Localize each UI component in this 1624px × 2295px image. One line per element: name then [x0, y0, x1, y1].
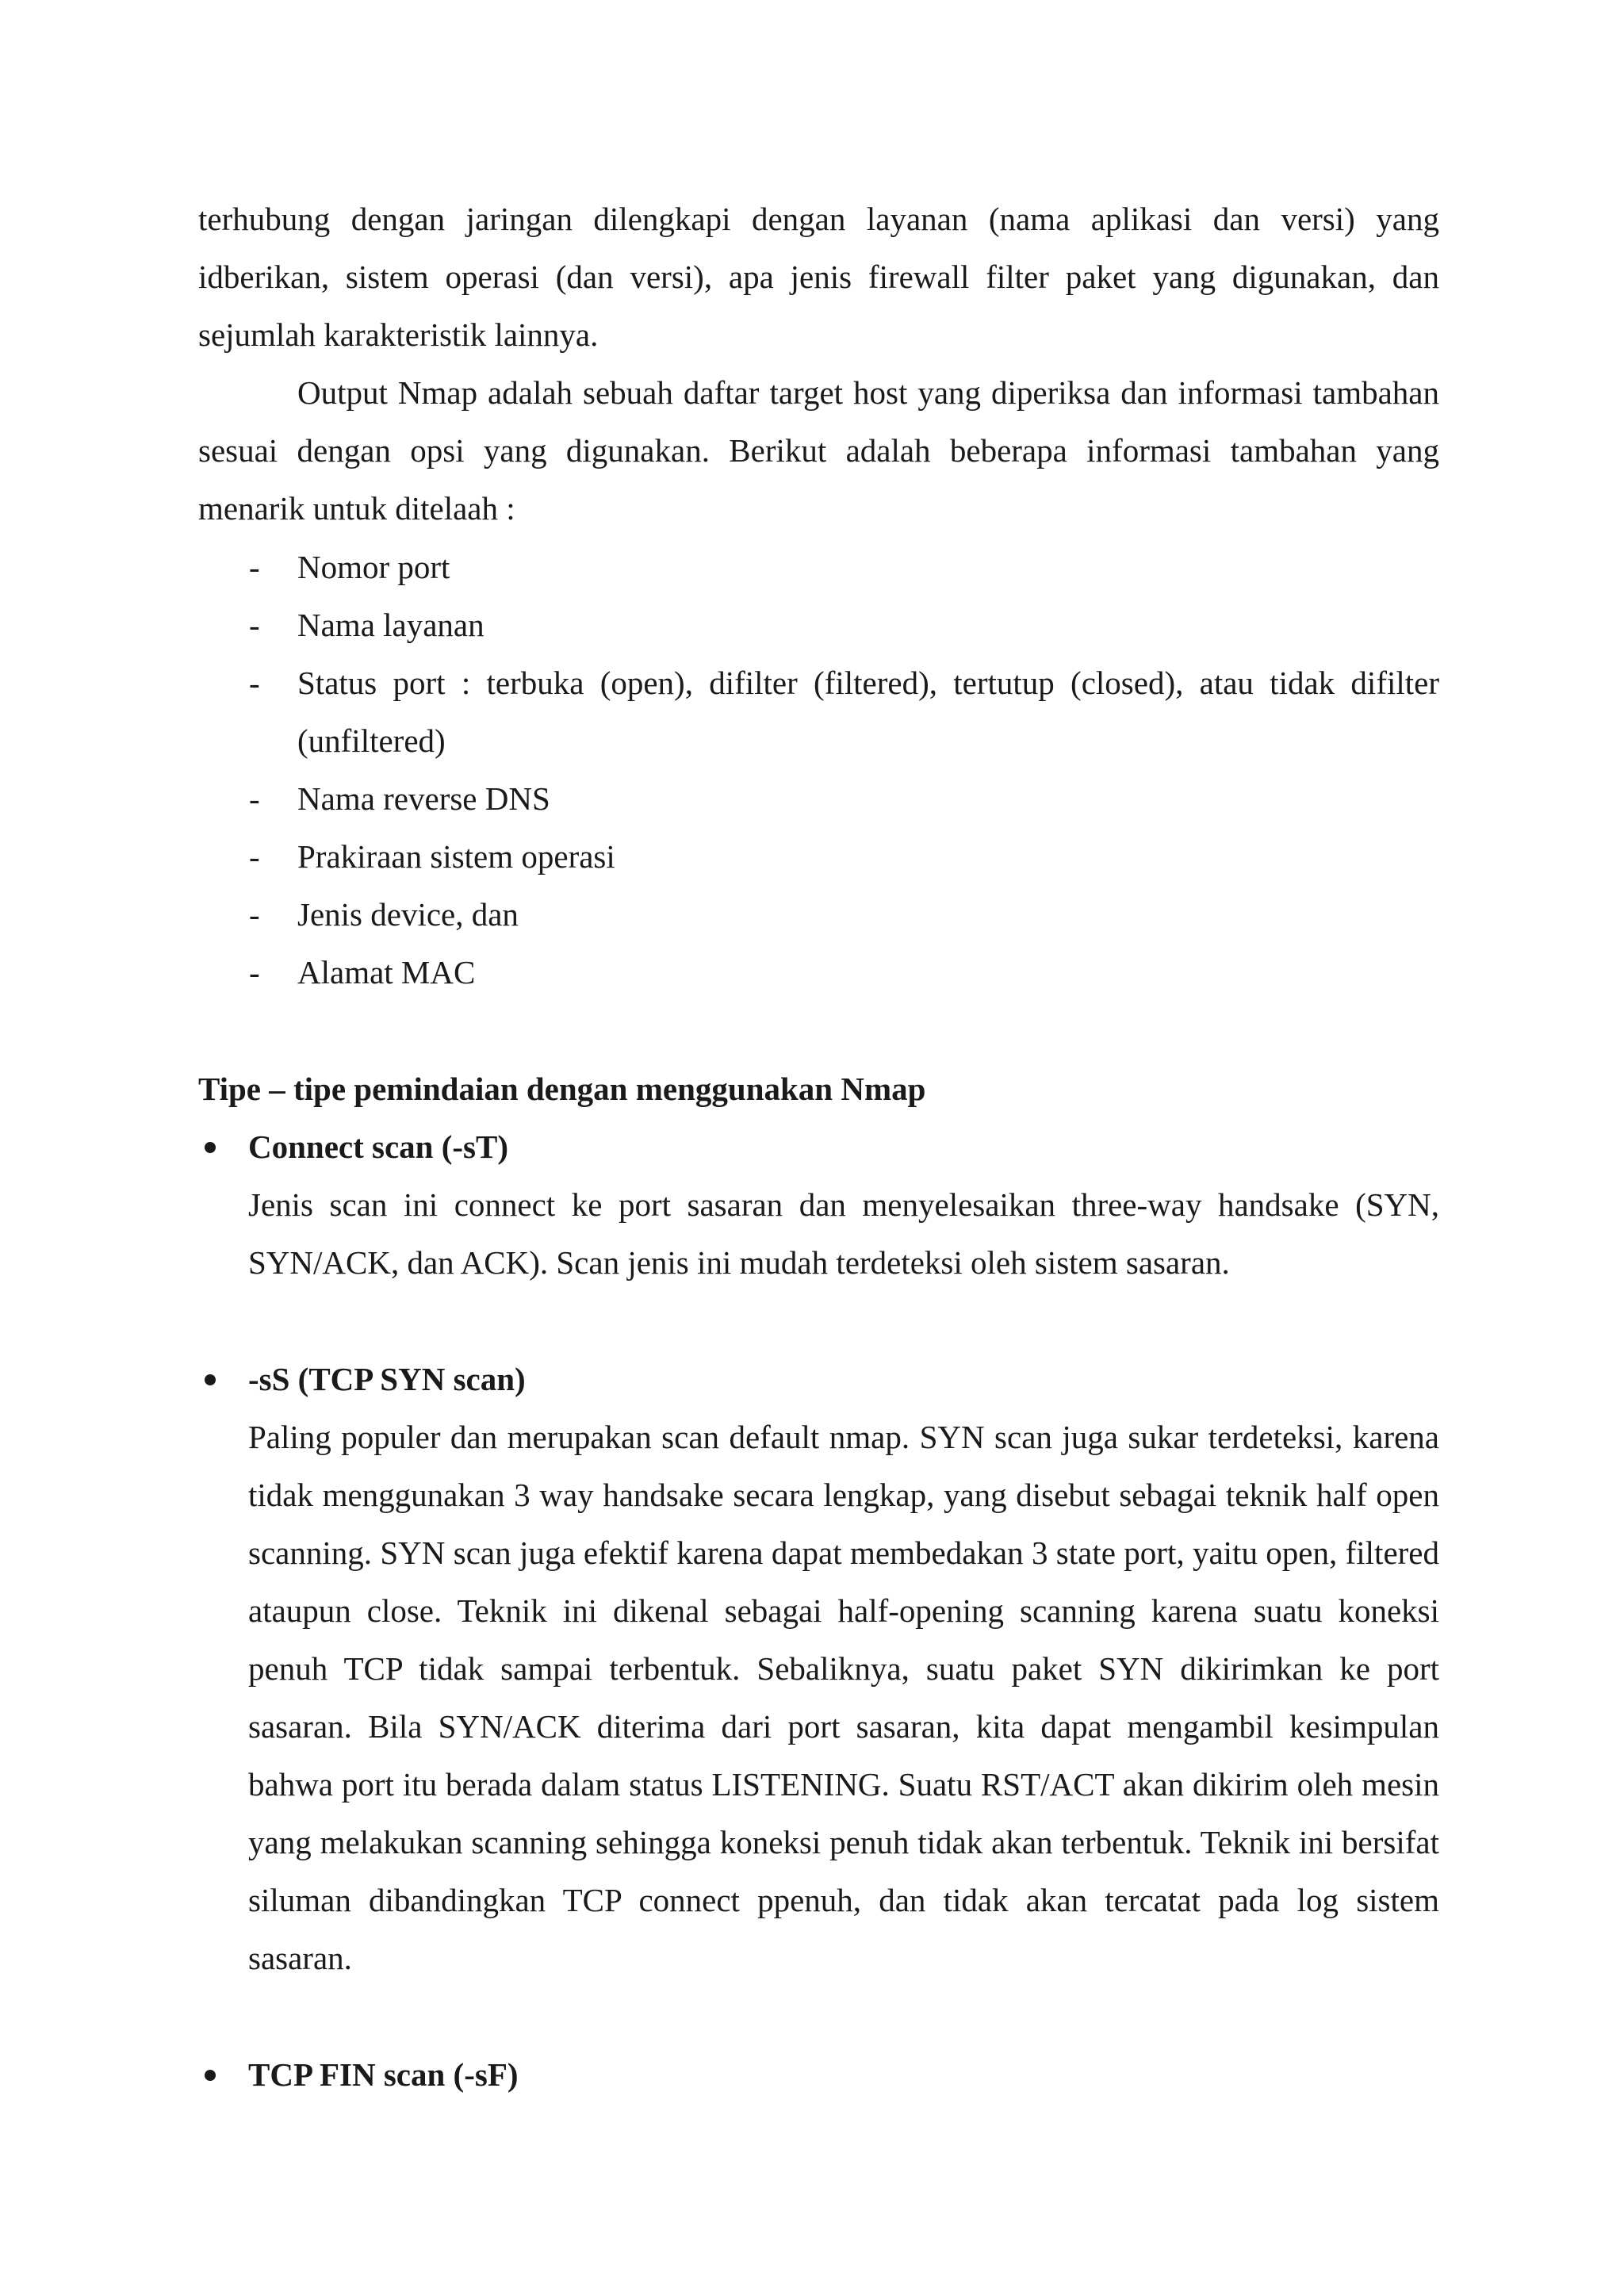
list-item — [198, 596, 1439, 654]
dash-marker: - — [249, 549, 260, 585]
list-item-text: Jenis device, dan — [297, 896, 519, 933]
dash-marker: - — [249, 607, 260, 643]
list-item — [198, 770, 1439, 828]
list-item-text: Status port : terbuka (open), difilter (filtered), tertutup (closed), atau tidak difilter (unfiltered) — [297, 665, 1439, 759]
intro-paragraph-1: terhubung dengan jaringan dilengkapi dengan layanan (nama aplikasi dan versi) yang idberikan, sistem operasi (dan versi), apa jenis firewall filter paket yang digunakan, dan sejumlah karakteristik lainnya. — [198, 201, 1439, 353]
list-item-text: Alamat MAC — [297, 954, 476, 990]
bullet-icon — [205, 1142, 216, 1153]
list-item — [198, 654, 1439, 770]
info-dash-list — [198, 538, 1439, 1002]
dash-marker: - — [249, 896, 260, 933]
dash-marker: - — [249, 954, 260, 990]
scan-body-connect: Jenis scan ini connect ke port sasaran dan menyelesaikan three-way handsake (SYN, SYN/ACK, dan ACK). Scan jenis ini mudah terdeteksi oleh sistem sasaran. — [248, 1186, 1439, 1281]
section-heading: Tipe – tipe pemindaian dengan menggunakan Nmap — [198, 1071, 926, 1107]
list-item — [198, 538, 1439, 596]
scan-title-text: -sS (TCP SYN scan) — [248, 1361, 526, 1397]
dash-marker: - — [249, 665, 260, 701]
scan-title-syn — [198, 1351, 526, 1408]
list-item — [198, 944, 1439, 1002]
list-item-text: Nomor port — [297, 549, 450, 585]
scan-title-fin — [198, 2046, 519, 2104]
scan-title-text: TCP FIN scan (-sF) — [248, 2056, 519, 2093]
dash-marker: - — [249, 838, 260, 875]
dash-marker: - — [249, 780, 260, 817]
list-item-text: Prakiraan sistem operasi — [297, 838, 615, 875]
scan-title-connect — [198, 1118, 508, 1176]
list-item-text: Nama reverse DNS — [297, 780, 550, 817]
list-item-text: Nama layanan — [297, 607, 485, 643]
bullet-icon — [205, 1374, 216, 1385]
bullet-icon — [205, 2070, 216, 2081]
scan-title-text: Connect scan (-sT) — [248, 1128, 508, 1165]
intro-paragraph-2: Output Nmap adalah sebuah daftar target host yang diperiksa dan informasi tambahan sesuai dengan opsi yang digunakan. Berikut adalah beberapa informasi tambahan yang menarik untuk ditelaah : — [198, 374, 1439, 527]
scan-body-syn: Paling populer dan merupakan scan default nmap. SYN scan juga sukar terdeteksi, karena tidak menggunakan 3 way handsake secara lengkap, yang disebut sebagai teknik half open scanning. SYN scan juga efektif karena dapat membedakan 3 state port, yaitu open, filtered ataupun close. Teknik ini dikenal sebagai half-opening scanning karena suatu koneksi penuh TCP tidak sampai terbentuk. Sebaliknya, suatu paket SYN dikirimkan ke port sasaran. Bila SYN/ACK diterima dari port sasaran, kita dapat mengambil kesimpulan bahwa port itu berada dalam status LISTENING. Suatu RST/ACT akan dikirim oleh mesin yang melakukan scanning sehingga koneksi penuh tidak akan terbentuk. Teknik ini bersifat siluman dibandingkan TCP connect ppenuh, dan tidak akan tercatat pada log sistem sasaran. — [248, 1419, 1439, 1976]
list-item — [198, 886, 1439, 944]
list-item — [198, 828, 1439, 886]
